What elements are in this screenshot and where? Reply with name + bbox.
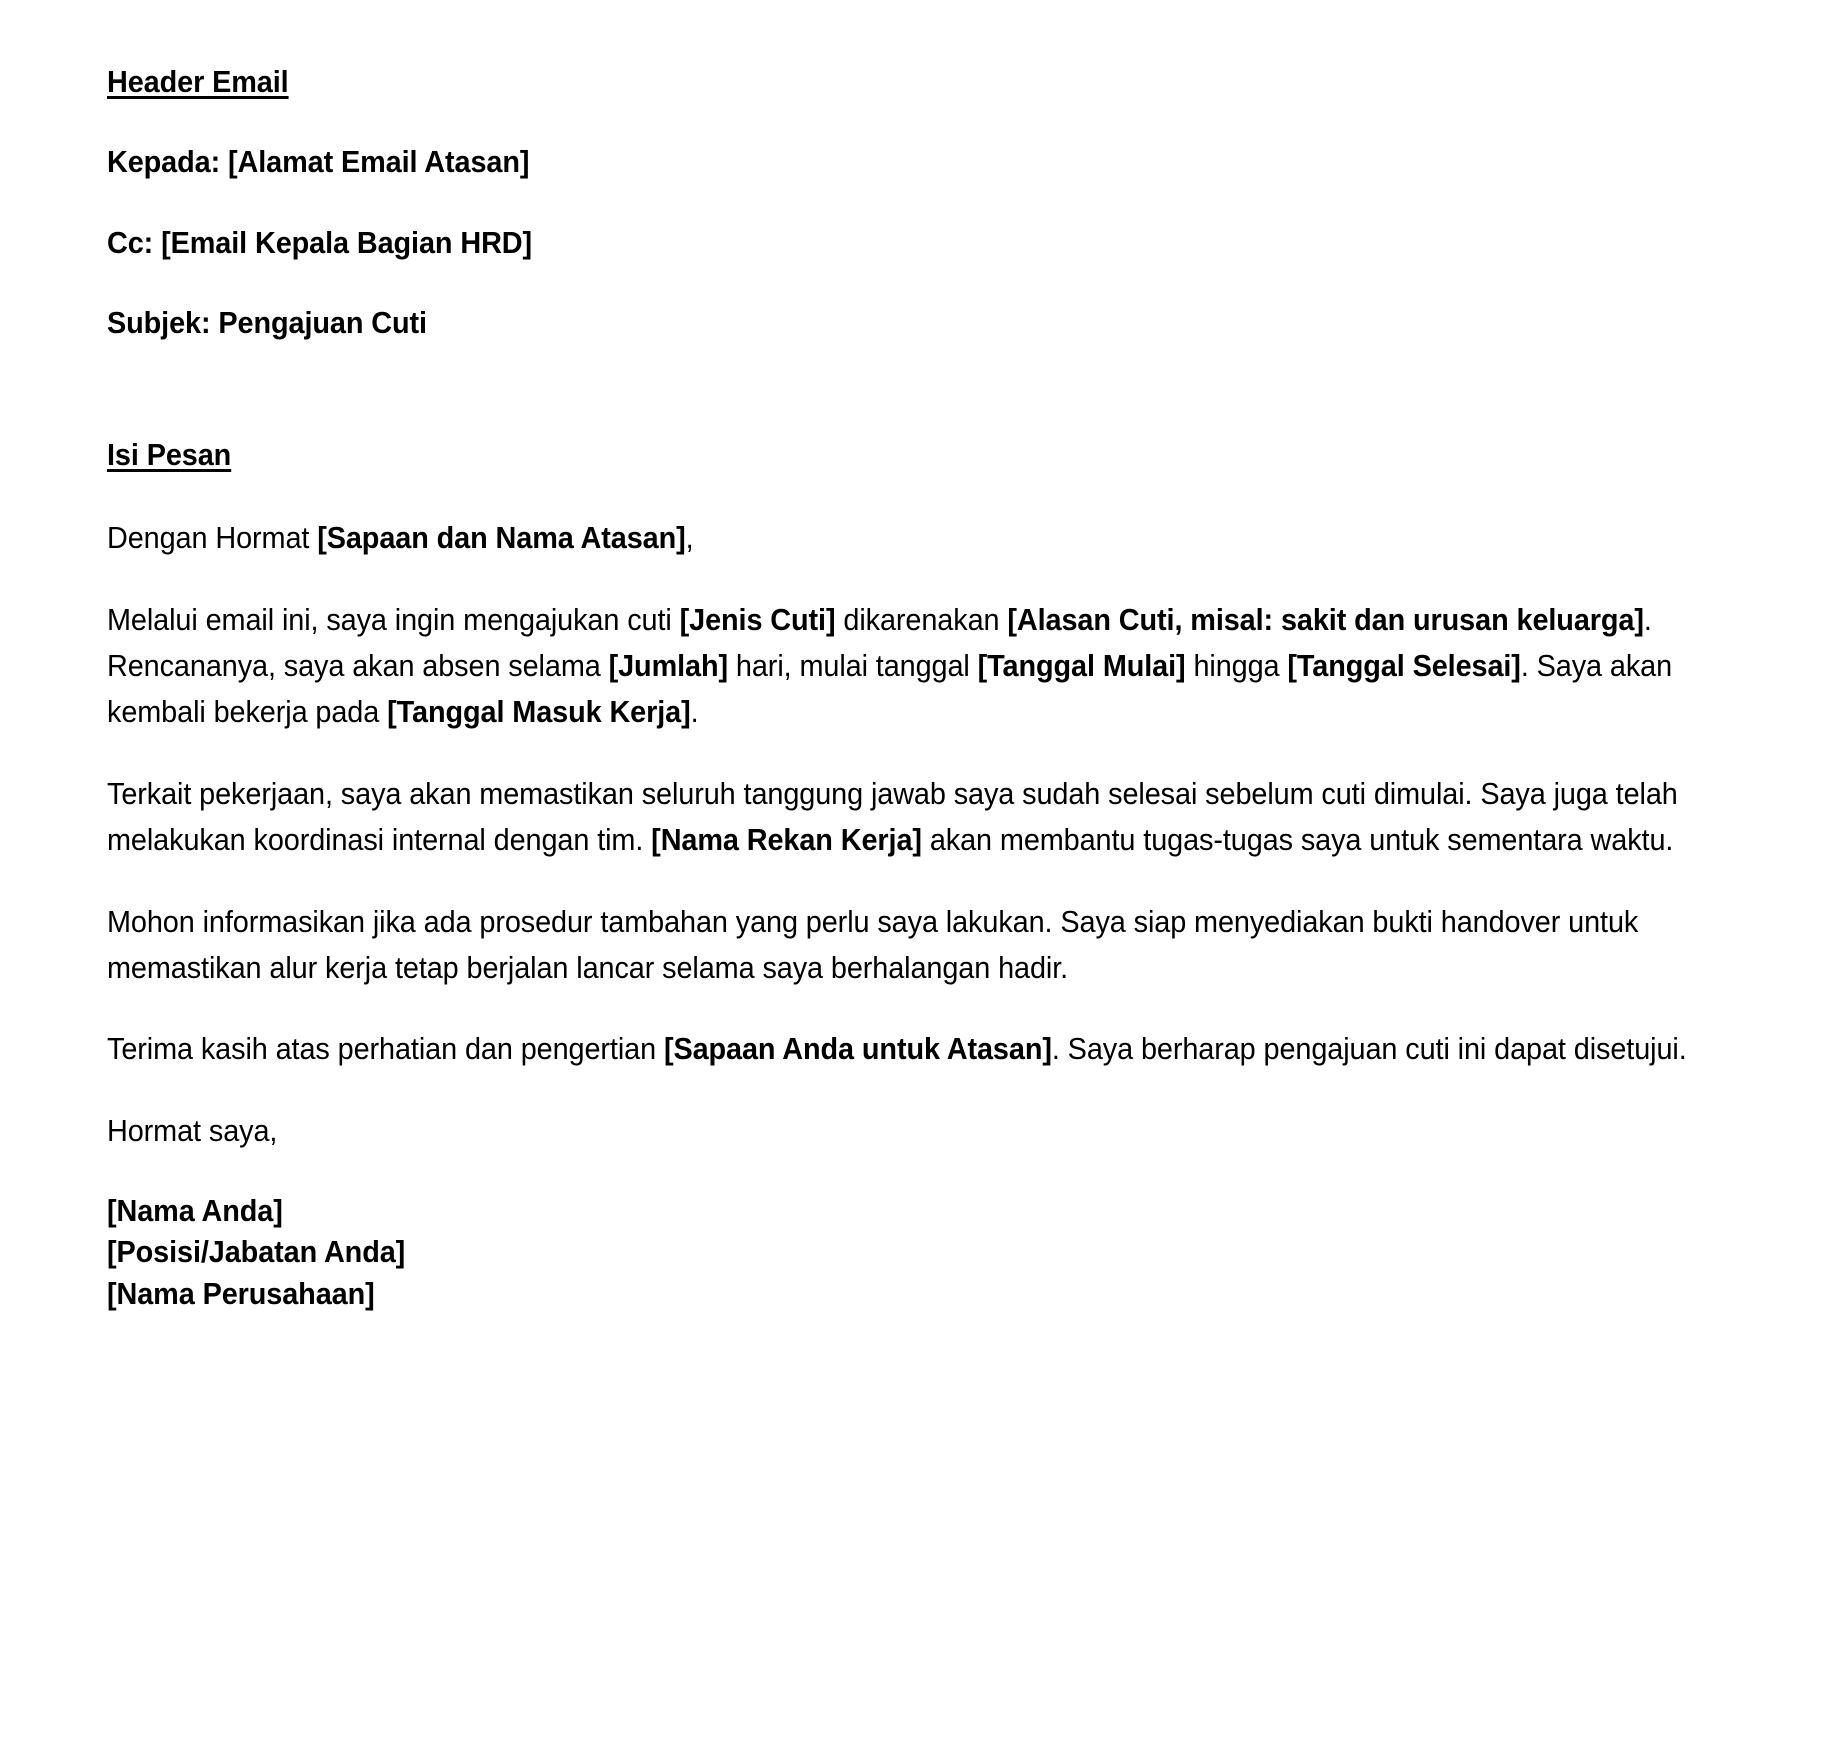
closing-line: Hormat saya, <box>107 1113 278 1149</box>
placeholder-tanggal-selesai: [Tanggal Selesai] <box>1287 648 1521 684</box>
p1-text-7: . <box>690 694 699 730</box>
salutation-suffix: , <box>685 520 694 556</box>
placeholder-alasan-cuti: [Alasan Cuti, misal: sakit dan urusan keluarga] <box>1007 602 1644 638</box>
p4-text-1: Terima kasih atas perhatian dan pengertian <box>107 1031 664 1067</box>
field-subjek: Subjek: Pengajuan Cuti <box>107 304 427 340</box>
p1-text-1: Melalui email ini, saya ingin mengajukan cuti <box>107 602 680 638</box>
placeholder-sapaan-anda-untuk-atasan: [Sapaan Anda untuk Atasan] <box>663 1031 1052 1067</box>
p1-text-4: hari, mulai tanggal <box>728 648 978 684</box>
p1-text-3: . Rencananya, saya akan absen selama <box>107 602 1652 684</box>
placeholder-tanggal-masuk-kerja: [Tanggal Masuk Kerja] <box>387 694 691 730</box>
signature-nama-anda: [Nama Anda] <box>107 1193 283 1229</box>
p1-text-5: hingga <box>1185 648 1288 684</box>
isi-pesan-section-heading: Isi Pesan <box>107 437 232 473</box>
salutation-prefix: Dengan Hormat <box>107 520 318 556</box>
placeholder-tanggal-mulai: [Tanggal Mulai] <box>977 648 1186 684</box>
document-body <box>107 62 1693 1314</box>
salutation-paragraph <box>107 515 1688 561</box>
signature-posisi-jabatan: [Posisi/Jabatan Anda] <box>107 1234 406 1270</box>
p2-text-2: akan membantu tugas-tugas saya untuk sementara waktu. <box>921 821 1674 857</box>
p4-text-2: . Saya berharap pengajuan cuti ini dapat disetujui. <box>1051 1031 1687 1067</box>
placeholder-jumlah: [Jumlah] <box>608 648 729 684</box>
p1-text-6: . Saya akan kembali bekerja pada <box>107 648 1673 730</box>
p3-text-1: Mohon informasikan jika ada prosedur tambahan yang perlu saya lakukan. Saya siap menyediakan bukti handover untuk memastikan alur kerja tetap berjalan lancar selama saya berhalangan hadir. <box>107 903 1639 985</box>
signature-block <box>107 1190 1582 1314</box>
p2-text-1: Terkait pekerjaan, saya akan memastikan seluruh tanggung jawab saya sudah selesai sebelum cuti dimulai. Saya juga telah melakukan koordinasi internal dengan tim. <box>107 775 1678 857</box>
placeholder-jenis-cuti: [Jenis Cuti] <box>679 602 836 638</box>
field-cc: Cc: [Email Kepala Bagian HRD] <box>107 224 533 260</box>
field-kepada: Kepada: [Alamat Email Atasan] <box>107 144 530 180</box>
paragraph-thanks <box>107 1026 1688 1072</box>
paragraph-additional-procedure <box>107 899 1688 991</box>
placeholder-nama-rekan-kerja: [Nama Rekan Kerja] <box>651 821 922 857</box>
p1-text-2: dikarenakan <box>835 602 1008 638</box>
paragraph-work-handover <box>107 771 1688 863</box>
paragraph-leave-request <box>107 597 1688 735</box>
placeholder-sapaan-nama-atasan: [Sapaan dan Nama Atasan] <box>317 520 686 556</box>
header-email-section-heading: Header Email <box>107 64 289 99</box>
signature-nama-perusahaan: [Nama Perusahaan] <box>107 1275 375 1311</box>
